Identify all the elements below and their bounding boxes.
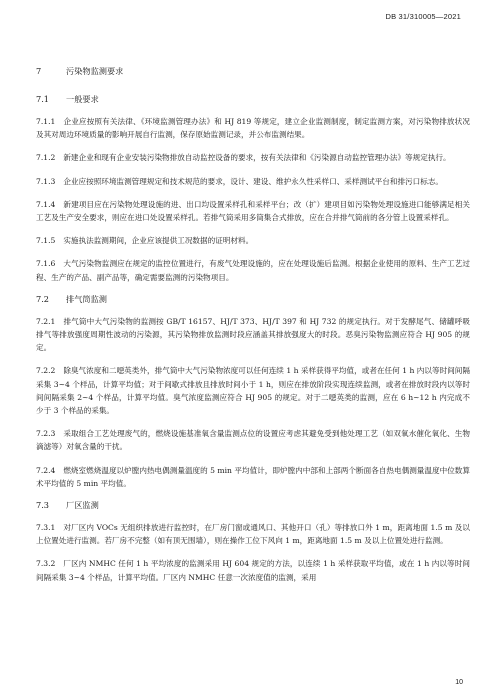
section-title: 污染物监测要求 xyxy=(66,66,124,76)
clause-text: 采取组合工艺处理废气的，燃烧设施基准氧含量监测点位的设置应考虑其避免受到他处理工艺（如双氧水催化氧化、生物滴滤等）对氧含量的干扰。 xyxy=(36,429,470,452)
clause-number: 7.1.5 xyxy=(36,236,56,246)
clause-paragraph xyxy=(36,151,470,164)
document-body xyxy=(36,66,470,594)
clause-number: 7.1.2 xyxy=(36,153,56,163)
clause-text: 厂区内 NMHC 任何 1 h 平均浓度的监测采用 HJ 604 规定的方法，以连续 1 h 采样获取平均值，或在 1 h 内以等时间间隔采集 3~4 个样品，计算平均值。厂区内 NMHC 任意一次浓度值的监测，采用 xyxy=(36,559,470,582)
section-title: 一般要求 xyxy=(66,94,99,104)
clause-paragraph xyxy=(36,557,470,583)
section-number: 7.3 xyxy=(36,500,50,511)
clause-number: 7.2.3 xyxy=(36,429,56,439)
clause-paragraph xyxy=(36,364,470,417)
clause-text: 大气污染物监测应在规定的监控位置进行，有废气处理设施的，应在处理设施后监测。根据企业使用的原料、生产工艺过程、生产的产品、副产品等，确定需要监测的污染物项目。 xyxy=(36,259,470,282)
section-number: 7 xyxy=(36,66,42,76)
clause-number: 7.1.3 xyxy=(36,176,56,186)
clause-paragraph xyxy=(36,464,470,490)
clause-number: 7.3.1 xyxy=(36,523,56,533)
clause-text: 企业应按照有关法律、《环境监测管理办法》和 HJ 819 等规定，建立企业监测制度，制定监测方案，对污染物排放状况及其对周边环境质量的影响开展自行监测，保存原始监测记录，并公布监测结果。 xyxy=(36,117,470,140)
clause-paragraph xyxy=(36,521,470,547)
clause-paragraph xyxy=(36,257,470,283)
clause-paragraph xyxy=(36,115,470,141)
section-number: 7.2 xyxy=(36,293,50,304)
clause-text: 新建项目应在污染物处理设施的进、出口均设置采样孔和采样平台；改（扩）建项目如污染物处理设施进口能够满足相关工艺及生产安全要求，则应在进口处设置采样孔。若排气筒采用多筒集合式排放，应在合并排气筒前的各分管上设置采样孔。 xyxy=(36,199,470,223)
clause-number: 7.3.2 xyxy=(36,559,56,569)
clause-paragraph xyxy=(36,427,470,453)
clause-text: 燃烧室燃烧温度以炉膛内热电偶测量温度的 5 min 平均值计，即炉膛内中部和上部两个断面各自热电偶测量温度中位数算术平均值的 5 min 平均值。 xyxy=(36,465,470,488)
clause-number: 7.2.4 xyxy=(36,465,56,475)
page-number: 10 xyxy=(455,679,463,686)
section-title: 排气筒监测 xyxy=(66,293,107,304)
clause-paragraph xyxy=(36,175,470,188)
clause-text: 排气筒中大气污染物的监测按 GB/T 16157、HJ/T 373、HJ/T 397 和 HJ 732 的规定执行。对于发酵尾气、储罐呼吸排气等排放强度周期性波动的污染源，其污染物排放监测时段应涵盖其排放强度大的时段。恶臭污染物监测应符合 HJ 905 的规定。 xyxy=(36,316,470,353)
clause-text: 对厂区内 VOCs 无组织排放进行监控时，在厂房门窗或通风口、其他开口（孔）等排放口外 1 m，距离地面 1.5 m 及以上位置处进行监测。若厂房不完整（如有顶无围墙），则在操作工位下风向 1 m，距离地面 1.5 m 及以上位置处进行监测。 xyxy=(36,523,470,546)
section-heading xyxy=(36,66,470,77)
clause-number: 7.1.4 xyxy=(36,199,56,209)
clause-number: 7.2.1 xyxy=(36,316,56,326)
clause-text: 实施执法监测期间，企业应该提供工况数据的证明材料。 xyxy=(63,236,254,246)
clause-paragraph xyxy=(36,198,470,224)
clause-number: 7.1.1 xyxy=(36,117,56,126)
section-title: 厂区监测 xyxy=(66,500,99,511)
section-number: 7.1 xyxy=(36,94,50,104)
clause-text: 新建企业和现有企业安装污染物排放自动监控设备的要求，按有关法律和《污染源自动监控管理办法》等规定执行。 xyxy=(63,153,451,163)
clause-text: 除臭气浓度和二噁英类外，排气筒中大气污染物浓度可以任何连续 1 h 采样获得平均值，或者在任何 1 h 内以等时间间隔采集 3~4 个样品，计算平均值；对于间歇式排放且排放时间小于 1 h，则应在排放阶段实现连续监测，或者在排放时段内以等时间间隔采集 2~4 个样品，计算平均值。臭气浓度监测应符合 HJ 905 的规定。对于二噁英类的监测，应在 6 h~12 h 内完成不少于 3 个样品的采集。 xyxy=(36,366,470,416)
document-code: DB 31/310005—2021 xyxy=(385,12,461,21)
clause-text: 企业应按照环境监测管理规定和技术规范的要求，设计、建设、维护永久性采样口、采样测试平台和排污口标志。 xyxy=(63,176,444,186)
clause-paragraph xyxy=(36,234,470,247)
clause-paragraph xyxy=(36,315,470,355)
clause-number: 7.2.2 xyxy=(36,366,56,376)
clause-number: 7.1.6 xyxy=(36,259,56,269)
section-heading xyxy=(36,500,470,511)
section-heading xyxy=(36,94,470,105)
section-heading xyxy=(36,294,470,305)
